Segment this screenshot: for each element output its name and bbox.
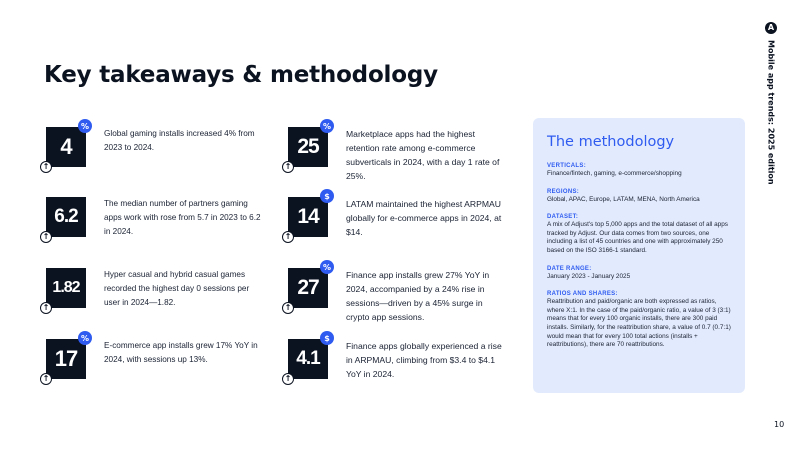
percent-icon: % xyxy=(320,260,334,274)
arrow-up-icon: ↑ xyxy=(282,302,294,314)
section-label: REGIONS: xyxy=(547,188,580,195)
dollar-icon: $ xyxy=(320,331,334,345)
dollar-icon: $ xyxy=(320,189,334,203)
stat-badge xyxy=(42,333,89,383)
percent-icon: % xyxy=(78,119,92,133)
methodology-section-dataset xyxy=(547,213,731,255)
percent-icon: % xyxy=(320,119,334,133)
methodology-panel xyxy=(533,118,745,393)
section-label: VERTICALS: xyxy=(547,163,586,169)
section-text: January 2023 - January 2025 xyxy=(547,272,631,280)
stat-description: Marketplace apps had the highest retention rate among e-commerce subverticals in 2024, with a day 1 rate of 25%. xyxy=(346,129,500,181)
percent-icon: % xyxy=(78,331,92,345)
stat-description: The median number of partners gaming apps work with rose from 5.7 in 2023 to 6.2 in 2024. xyxy=(104,199,261,236)
stat-badge xyxy=(42,121,89,171)
arrow-up-icon: ↑ xyxy=(282,161,294,173)
stat-description: Finance apps globally experienced a rise in ARPMAU, climbing from $3.4 to $4.1 YoY in 2024. xyxy=(346,341,502,379)
side-label xyxy=(756,22,786,185)
stat-description: Global gaming installs increased 4% from 2023 to 2024. xyxy=(104,129,255,152)
stat-description: LATAM maintained the highest ARPMAU globally for e-commerce apps in 2024, at $14. xyxy=(346,199,502,237)
brand-logo-icon: A xyxy=(765,22,777,34)
stat-badge xyxy=(42,268,86,312)
section-label: RATIOS AND SHARES: xyxy=(547,291,618,298)
arrow-up-icon: ↑ xyxy=(40,373,52,385)
stat-value: 14 xyxy=(297,205,319,228)
stat-description: E-commerce app installs grew 17% YoY in 2024, with sessions up 13%. xyxy=(104,341,258,364)
stat-description: Hyper casual and hybrid casual games recorded the highest day 0 sessions per user in 2024—1.82. xyxy=(104,270,250,307)
stat-value: 4 xyxy=(60,134,72,159)
stat-value: 6.2 xyxy=(54,206,78,227)
stat-value: 17 xyxy=(54,346,78,371)
section-text: A mix of Adjust's top 5,000 apps and the total dataset of all apps tracked by Adjust. Our data comes from two sources, one including a list of 45 countries and one with approximately 250 based on the ISO 3166-1 standard. xyxy=(547,221,728,254)
stat-badge xyxy=(42,197,86,241)
stat-value: 4.1 xyxy=(296,348,320,369)
methodology-section-date-range xyxy=(547,265,731,282)
section-text: Finance/fintech, gaming, e-commerce/shopping xyxy=(547,170,682,177)
stat-badge xyxy=(284,121,331,171)
stat-value: 1.82 xyxy=(52,279,80,296)
methodology-section-regions xyxy=(547,188,731,205)
methodology-section-ratios xyxy=(547,290,731,350)
section-text: Global, APAC, Europe, LATAM, MENA, North America xyxy=(547,195,700,203)
arrow-up-icon: ↑ xyxy=(40,231,52,243)
stat-description: Finance app installs grew 27% YoY in 2024, accompanied by a 24% rise in sessions—driven by a 45% surge in crypto app sessions. xyxy=(346,270,490,322)
stat-value: 27 xyxy=(297,276,319,299)
methodology-title: The methodology xyxy=(547,134,675,150)
section-label: DATE RANGE: xyxy=(547,265,592,272)
stat-badge xyxy=(284,191,330,241)
arrow-up-icon: ↑ xyxy=(282,231,294,243)
report-name: Mobile app trends: 2025 edition xyxy=(766,40,776,185)
stat-badge xyxy=(284,333,330,383)
stat-badge xyxy=(284,262,331,312)
page-title: Key takeaways & methodology xyxy=(44,62,438,88)
arrow-up-icon: ↑ xyxy=(40,302,52,314)
section-text: Reattribution and paid/organic are both expressed as ratios, where X:1. In the case of the paid/organic ratio, a value of 3 (3:1) means that for every 100 organic installs, there are 300 paid installs. Similarly, for the reattribution share, a value of 0.7 (0.7:1) would mean that for every 100 total actions (installs + reattributions), there are 70 reattributions. xyxy=(547,298,731,349)
page-number: 10 xyxy=(774,420,785,429)
arrow-up-icon: ↑ xyxy=(40,161,52,173)
arrow-up-icon: ↑ xyxy=(282,373,294,385)
section-label: DATASET: xyxy=(547,214,579,221)
stat-value: 25 xyxy=(297,135,319,158)
methodology-section-verticals xyxy=(547,162,731,179)
